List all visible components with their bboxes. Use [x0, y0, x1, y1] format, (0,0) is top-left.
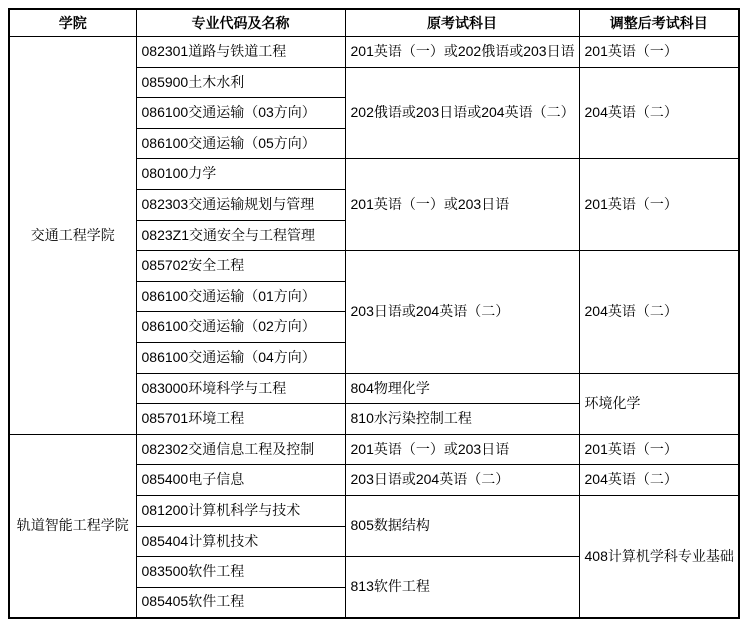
original-subject-cell: 203日语或204英语（二） — [345, 465, 579, 496]
original-subject-cell: 804物理化学 — [345, 373, 579, 404]
adjusted-subject-cell: 204英语（二） — [579, 465, 739, 496]
college-cell: 交通工程学院 — [9, 37, 136, 435]
col-header-adjusted-subjects: 调整后考试科目 — [579, 9, 739, 37]
major-cell: 081200计算机科学与技术 — [136, 495, 345, 526]
original-subject-cell: 201英语（一）或203日语 — [345, 434, 579, 465]
major-cell: 086100交通运输（02方向） — [136, 312, 345, 343]
major-cell: 083500软件工程 — [136, 557, 345, 588]
table-row — [9, 37, 739, 68]
major-cell: 085405软件工程 — [136, 587, 345, 618]
adjusted-subject-cell: 201英语（一） — [579, 159, 739, 251]
major-cell: 085400电子信息 — [136, 465, 345, 496]
exam-subjects-table — [8, 8, 740, 619]
major-cell: 086100交通运输（04方向） — [136, 342, 345, 373]
major-cell: 086100交通运输（01方向） — [136, 281, 345, 312]
original-subject-cell: 813软件工程 — [345, 557, 579, 618]
adjusted-subject-cell: 环境化学 — [579, 373, 739, 434]
original-subject-cell: 805数据结构 — [345, 495, 579, 556]
major-cell: 085900土木水利 — [136, 67, 345, 98]
adjusted-subject-cell: 201英语（一） — [579, 37, 739, 68]
adjusted-subject-cell: 204英语（二） — [579, 251, 739, 373]
major-cell: 082301道路与铁道工程 — [136, 37, 345, 68]
major-cell: 082303交通运输规划与管理 — [136, 189, 345, 220]
table-row — [9, 434, 739, 465]
original-subject-cell: 201英语（一）或203日语 — [345, 159, 579, 251]
college-cell: 轨道智能工程学院 — [9, 434, 136, 618]
major-cell: 083000环境科学与工程 — [136, 373, 345, 404]
adjusted-subject-cell: 201英语（一） — [579, 434, 739, 465]
col-header-major-code-name: 专业代码及名称 — [136, 9, 345, 37]
major-cell: 085404计算机技术 — [136, 526, 345, 557]
adjusted-subject-cell: 408计算机学科专业基础 — [579, 495, 739, 617]
col-header-original-subjects: 原考试科目 — [345, 9, 579, 37]
header-row — [9, 9, 739, 37]
major-cell: 086100交通运输（05方向） — [136, 128, 345, 159]
major-cell: 082302交通信息工程及控制 — [136, 434, 345, 465]
original-subject-cell: 202俄语或203日语或204英语（二） — [345, 67, 579, 159]
major-cell: 080100力学 — [136, 159, 345, 190]
original-subject-cell: 201英语（一）或202俄语或203日语 — [345, 37, 579, 68]
major-cell: 085701环境工程 — [136, 404, 345, 435]
col-header-college: 学院 — [9, 9, 136, 37]
major-cell: 0823Z1交通安全与工程管理 — [136, 220, 345, 251]
original-subject-cell: 203日语或204英语（二） — [345, 251, 579, 373]
adjusted-subject-cell: 204英语（二） — [579, 67, 739, 159]
major-cell: 086100交通运输（03方向） — [136, 98, 345, 129]
major-cell: 085702安全工程 — [136, 251, 345, 282]
original-subject-cell: 810水污染控制工程 — [345, 404, 579, 435]
